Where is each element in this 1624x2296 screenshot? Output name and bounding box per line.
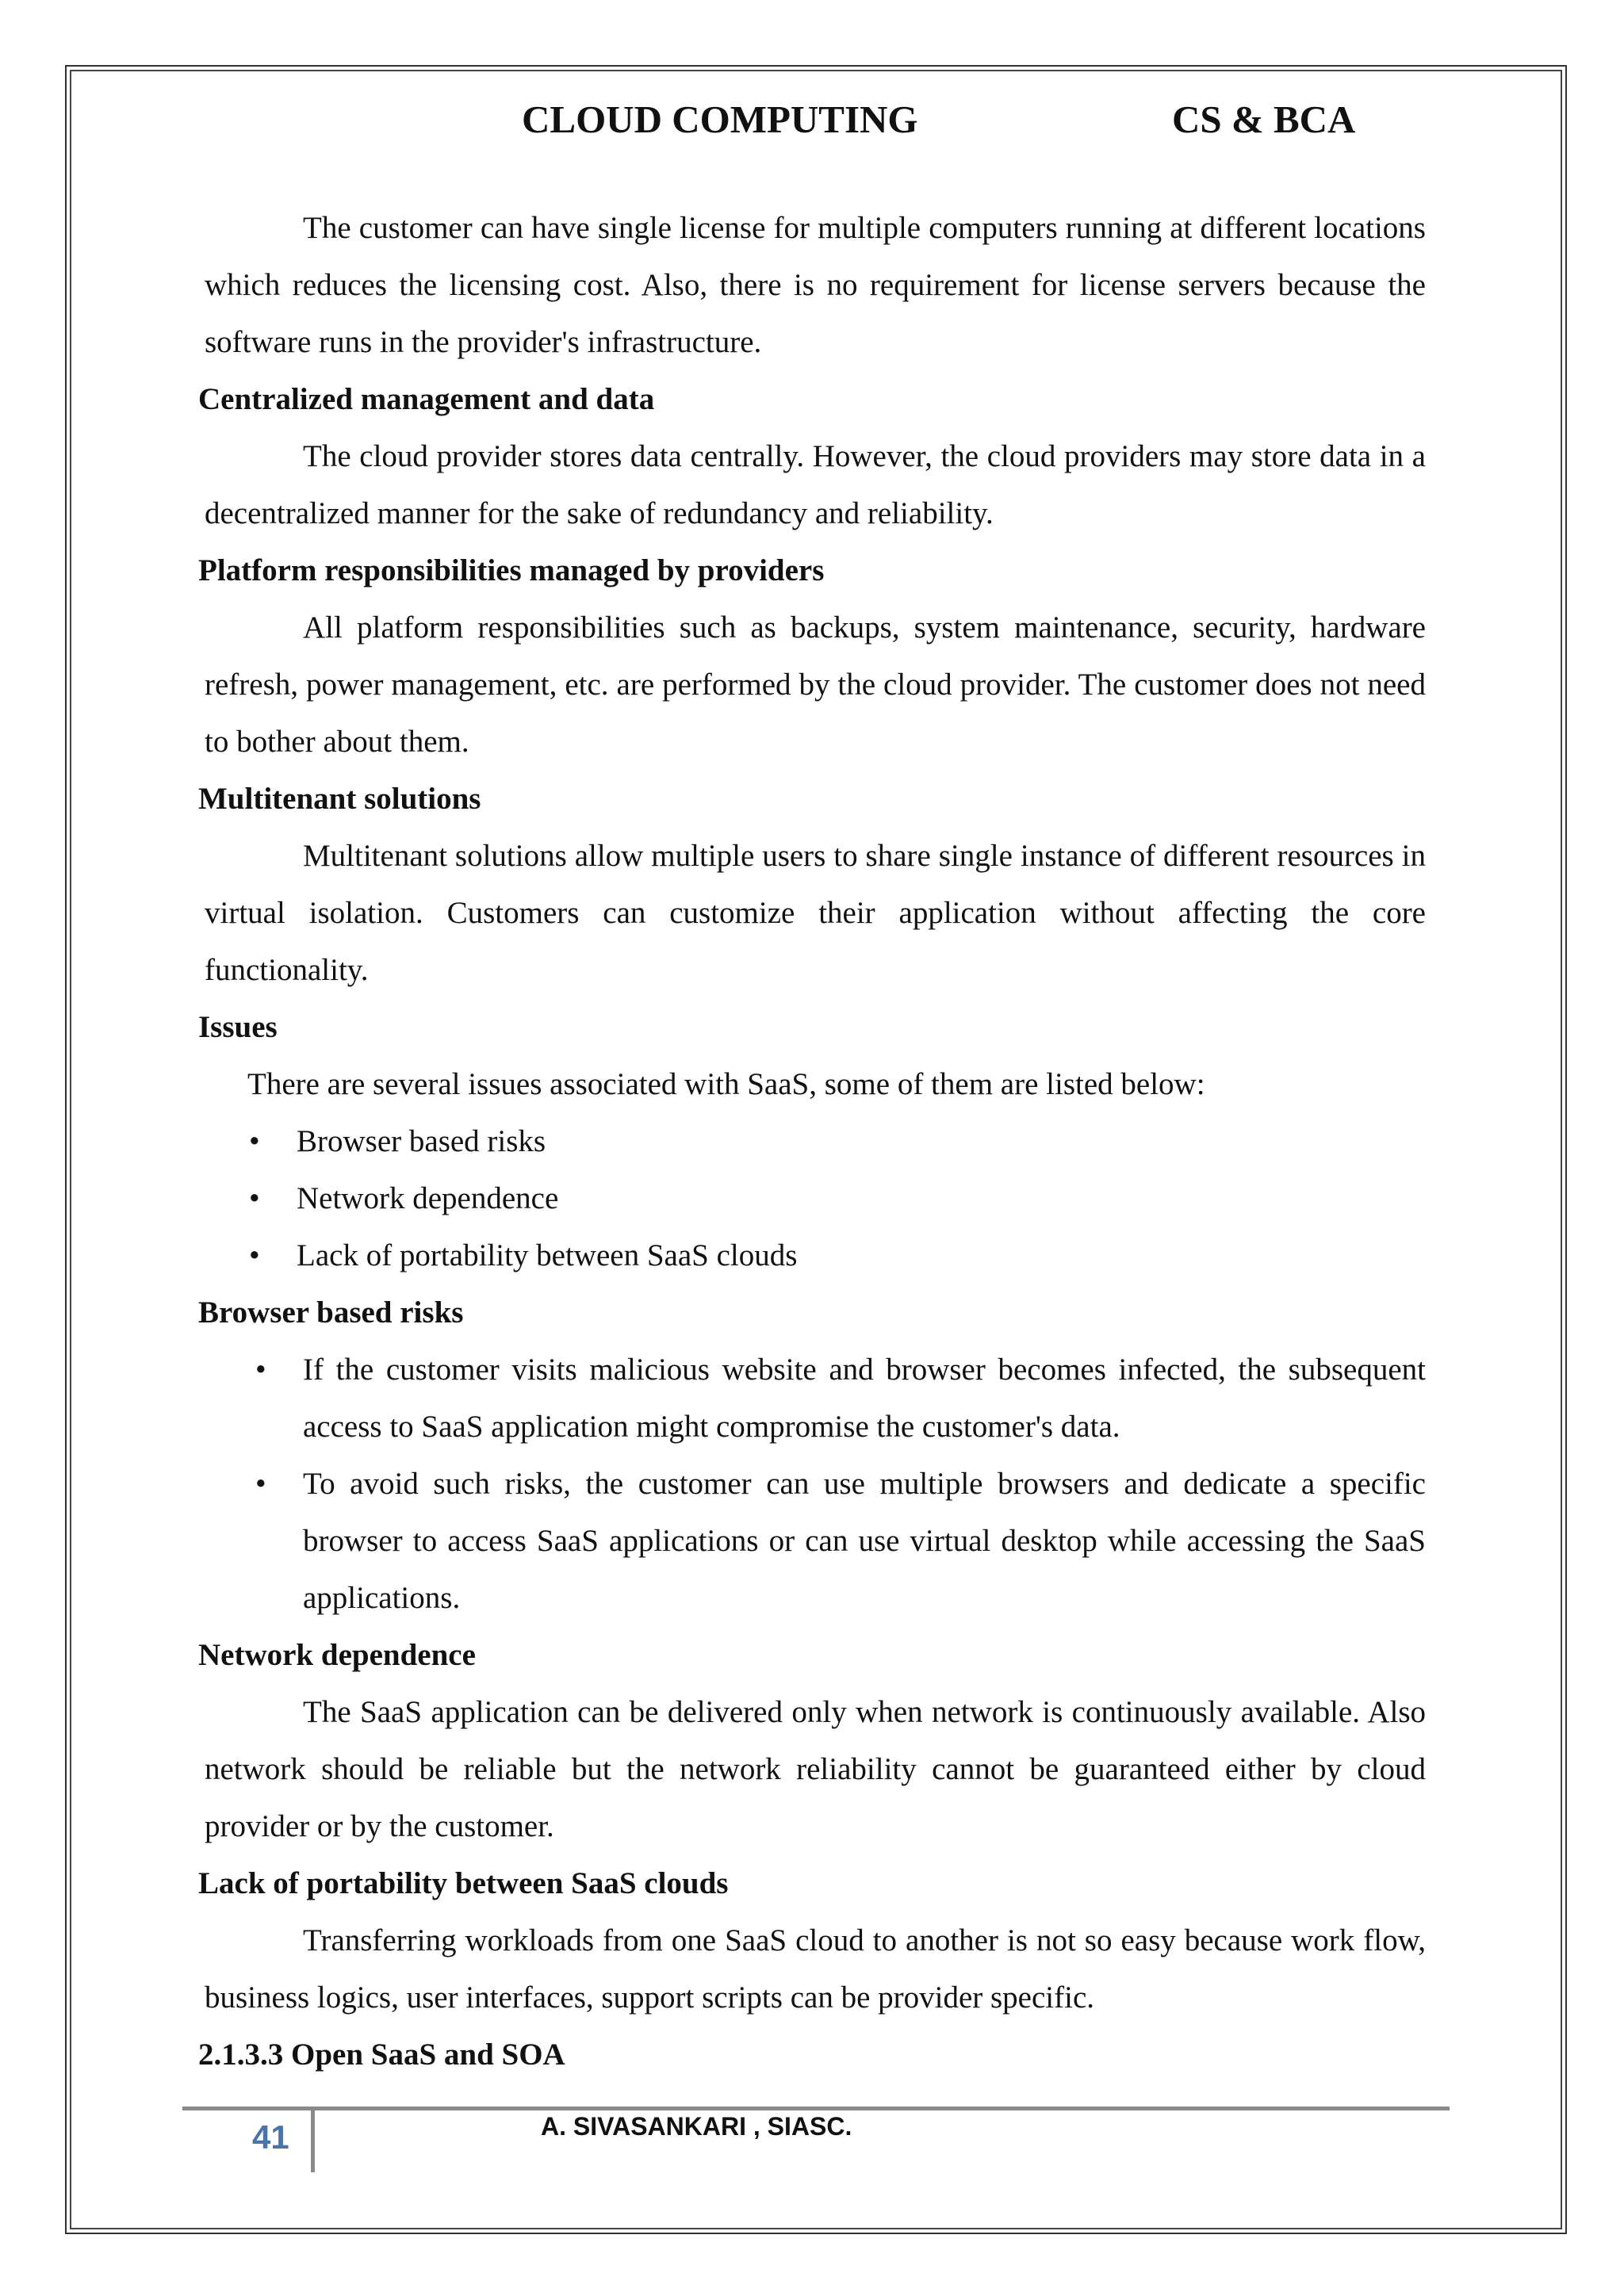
browser-risks-list bbox=[198, 1341, 1426, 1627]
header-department: CS & BCA bbox=[1172, 98, 1356, 141]
paragraph-issues-intro: There are several issues associated with SaaS, some of them are listed below: bbox=[247, 1067, 1205, 1101]
heading-portability: Lack of portability between SaaS clouds bbox=[198, 1866, 729, 1900]
bullet-icon: • bbox=[255, 1353, 266, 1387]
bullet-icon: • bbox=[249, 1181, 260, 1215]
list-item-text: Lack of portability between SaaS clouds bbox=[297, 1238, 798, 1272]
heading-centralized: Centralized management and data bbox=[198, 382, 655, 416]
page-content bbox=[198, 200, 1426, 2084]
section-heading: 2.1.3.3 Open SaaS and SOA bbox=[198, 2038, 565, 2072]
paragraph-portability: Transferring workloads from one SaaS cloud to another is not so easy because work flow, business logics, user interfaces, support scripts can be provider specific. bbox=[205, 1923, 1426, 2015]
heading-platform: Platform responsibilities managed by providers bbox=[198, 553, 825, 587]
bullet-icon: • bbox=[249, 1238, 260, 1272]
list-item-text: If the customer visits malicious website and browser becomes infected, the subsequent access to SaaS application might compromise the customer's data. bbox=[303, 1353, 1426, 1444]
list-item-text: Network dependence bbox=[297, 1181, 559, 1215]
paragraph-licensing: The customer can have single license for multiple computers running at different locations which reduces the licensing cost. Also, there is no requirement for license servers because the software runs in the provider's infrastructure. bbox=[205, 211, 1426, 359]
paragraph-platform: All platform responsibilities such as backups, system maintenance, security, hardware refresh, power management, etc. are performed by the cloud provider. The customer does not need to bother about them. bbox=[205, 610, 1426, 759]
paragraph-centralized: The cloud provider stores data centrally. However, the cloud providers may store data in a decentralized manner for the sake of redundancy and reliability. bbox=[205, 439, 1426, 530]
footer-divider bbox=[182, 2107, 1450, 2110]
heading-browser-risks: Browser based risks bbox=[198, 1295, 464, 1330]
paragraph-multitenant: Multitenant solutions allow multiple users to share single instance of different resources in virtual isolation. Customers can customize their application without affecting the core functionality. bbox=[205, 839, 1426, 987]
list-item bbox=[198, 1341, 1426, 1456]
heading-issues: Issues bbox=[198, 1010, 278, 1044]
list-item-text: Browser based risks bbox=[297, 1124, 546, 1158]
page-number: 41 bbox=[252, 2118, 289, 2156]
list-item-text: To avoid such risks, the customer can use multiple browsers and dedicate a specific browser to access SaaS applications or can use virtual desktop while accessing the SaaS applications. bbox=[303, 1467, 1426, 1615]
bullet-icon: • bbox=[255, 1467, 266, 1501]
list-item bbox=[198, 1170, 1426, 1227]
header-subject: CLOUD COMPUTING bbox=[522, 98, 918, 141]
list-item bbox=[198, 1113, 1426, 1170]
page-header bbox=[0, 97, 1624, 152]
issues-list bbox=[198, 1113, 1426, 1284]
heading-network: Network dependence bbox=[198, 1638, 476, 1672]
paragraph-network: The SaaS application can be delivered only when network is continuously available. Also network should be reliable but the network reliability cannot be guaranteed either by cloud provider or by the customer. bbox=[205, 1695, 1426, 1843]
list-item bbox=[198, 1456, 1426, 1627]
heading-multitenant: Multitenant solutions bbox=[198, 782, 481, 816]
footer-separator bbox=[311, 2110, 315, 2172]
list-item bbox=[198, 1227, 1426, 1284]
bullet-icon: • bbox=[249, 1124, 260, 1158]
footer-author: A. SIVASANKARI , SIASC. bbox=[541, 2112, 852, 2141]
